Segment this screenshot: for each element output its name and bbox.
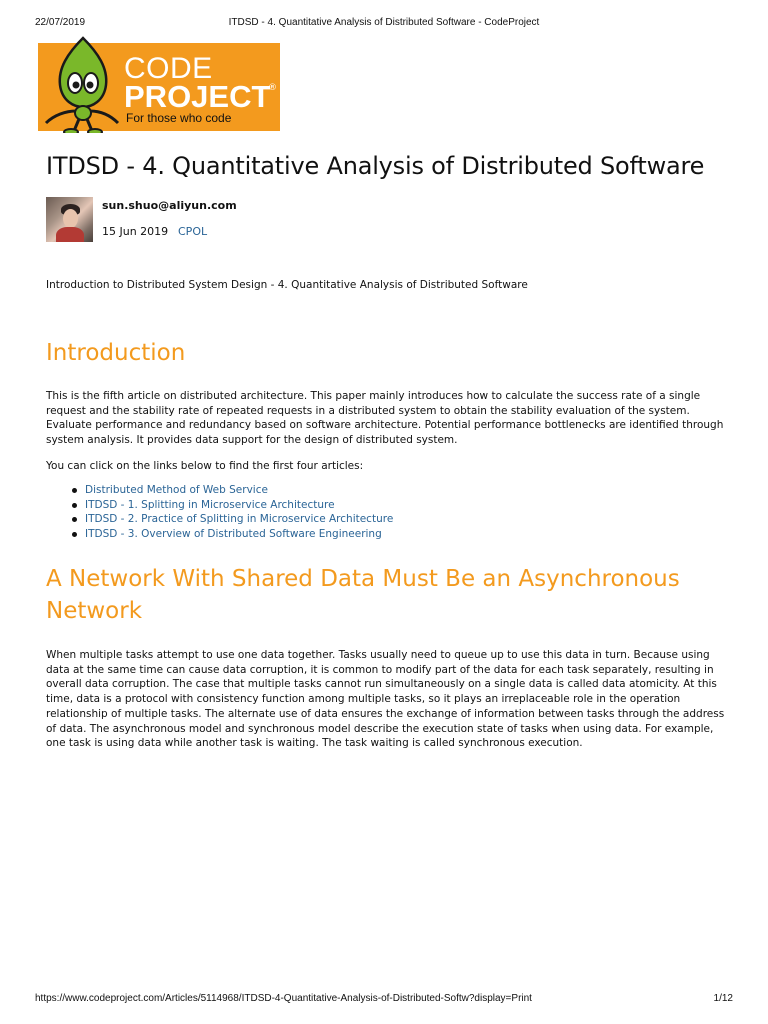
print-header xyxy=(35,17,733,31)
print-date: 22/07/2019 xyxy=(35,17,86,28)
list-item[interactable] xyxy=(85,527,393,542)
print-page-title: ITDSD - 4. Quantitative Analysis of Distributed Software - CodeProject xyxy=(228,17,540,28)
bullet-icon xyxy=(72,517,77,522)
list-item[interactable] xyxy=(85,498,393,513)
logo-tagline: For those who code xyxy=(126,111,232,125)
print-url: https://www.codeproject.com/Articles/5114968/ITDSD-4-Quantitative-Analysis-of-Distributed-Softw?display=Print xyxy=(35,993,532,1004)
network-heading-line1: A Network With Shared Data Must Be an Asynchronous xyxy=(46,566,680,592)
page-number: 1/12 xyxy=(713,993,733,1004)
network-heading-line2: Network xyxy=(46,598,143,624)
introduction-heading: Introduction xyxy=(46,340,186,366)
article-link[interactable]: ITDSD - 3. Overview of Distributed Software Engineering xyxy=(85,528,382,541)
article-link[interactable]: Distributed Method of Web Service xyxy=(85,484,268,496)
network-paragraph: When multiple tasks attempt to use one data together. Tasks usually need to queue up to use this data in turn. Because using data at the same time can cause data corruption, it is common to modify part of the data for each task separately, resulting in overall data corruption. The case that multiple tasks cannot run simultaneously on a single data is called data atomicity. At this time, data is a protocol with consistency function among multiple tasks, so it plays an irreplaceable role in the operation relationship of multiple tasks. The alternate use of data ensures the exchange of information between tasks through the address of data. The asynchronous model and synchronous model describe the execution state of tasks when using data. For example, one task is using data while another task is waiting. The task waiting is called synchronous execution. xyxy=(46,649,725,750)
license-link[interactable]: CPOL xyxy=(178,225,208,238)
introduction-paragraph: This is the fifth article on distributed architecture. This paper mainly introduces how to calculate the success rate of a single request and the stability rate of repeated requests in a distributed system to obtain the stability evaluation of the system. Evaluate performance and redundancy based on software architecture. Potential performance bottlenecks are identified through system analysis. It provides data support for the design of distributed system. xyxy=(46,390,724,447)
bullet-icon xyxy=(72,488,77,493)
logo-text-project: PROJECT xyxy=(124,79,271,114)
bullet-icon xyxy=(72,503,77,508)
codeproject-logo[interactable] xyxy=(38,43,280,131)
bullet-icon xyxy=(72,532,77,537)
registered-mark: ® xyxy=(268,83,277,93)
author-name[interactable]: sun.shuo@aliyun.com xyxy=(102,199,237,212)
logo-text-code: CODE xyxy=(124,52,213,85)
codeproject-mascot-icon xyxy=(38,33,128,133)
article-title: ITDSD - 4. Quantitative Analysis of Distributed Software xyxy=(46,152,705,180)
list-item[interactable] xyxy=(85,512,393,527)
network-heading xyxy=(46,563,680,627)
article-link[interactable]: ITDSD - 2. Practice of Splitting in Microservice Architecture xyxy=(85,513,394,526)
article-links-list xyxy=(46,483,393,542)
avatar-body xyxy=(56,227,84,242)
article-date: 15 Jun 2019 xyxy=(102,225,169,238)
author-avatar[interactable] xyxy=(46,197,93,242)
article-link[interactable]: ITDSD - 1. Splitting in Microservice Architecture xyxy=(85,498,335,511)
article-summary: Introduction to Distributed System Design - 4. Quantitative Analysis of Distributed Software xyxy=(46,279,528,291)
print-footer xyxy=(35,993,733,1007)
links-intro-paragraph: You can click on the links below to find the first four articles: xyxy=(46,460,364,472)
list-item[interactable] xyxy=(85,483,393,498)
avatar-face xyxy=(63,209,78,228)
